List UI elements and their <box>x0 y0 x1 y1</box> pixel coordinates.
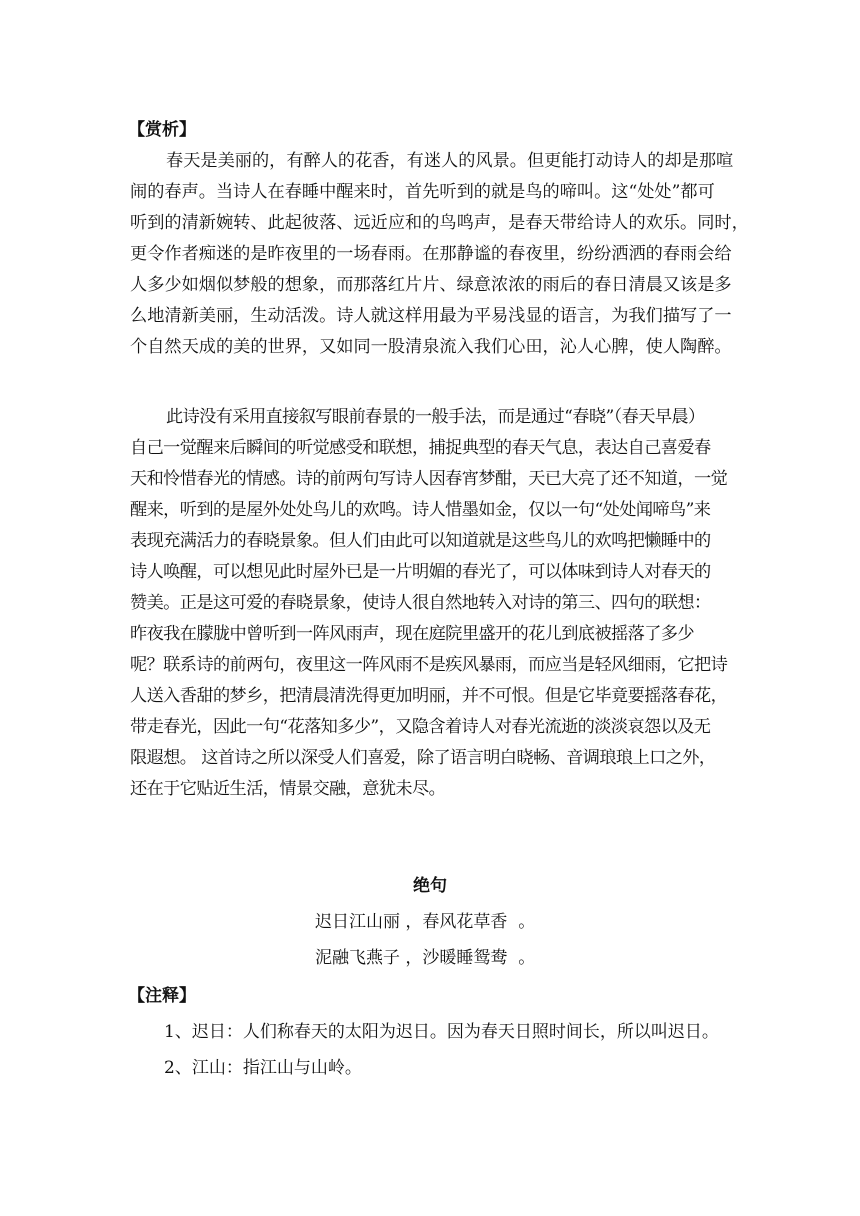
poem-line-1: 迟日江山丽 ，春风花草香 。 <box>315 912 536 932</box>
paragraph-line: 闹的春声。当诗人在春睡中醒来时，首先听到的就是鸟的啼叫。这“处处”都可 <box>130 182 715 202</box>
paragraph-line: 人多少如烟似梦般的想象，而那落红片片、绿意浓浓的雨后的春日清晨又该是多 <box>130 275 732 295</box>
paragraph-line: 么地清新美丽，生动活泼。诗人就这样用最为平易浅显的语言，为我们描写了一 <box>130 306 732 326</box>
paragraph-line: 呢？联系诗的前两句，夜里这一阵风雨不是疾风暴雨，而应当是轻风细雨，它把诗 <box>130 655 728 675</box>
paragraph-line: 还在于它贴近生活，情景交融，意犹未尽。 <box>130 779 446 799</box>
paragraph-line: 带走春光，因此一句“花落知多少”，又隐含着诗人对春光流逝的淡淡哀怨以及无 <box>130 717 711 737</box>
paragraph-line: 听到的清新婉转、此起彼落、远近应和的鸟鸣声，是春天带给诗人的欢乐。同时， <box>130 213 749 233</box>
paragraph-line: 春天是美丽的，有醉人的花香，有迷人的风景。但更能打动诗人的却是那喧 <box>166 151 734 171</box>
appreciation-paragraph-2 <box>130 402 742 805</box>
appreciation-heading: 【赏析】 <box>128 120 196 140</box>
paragraph-line: 天和怜惜春光的情感。诗的前两句写诗人因春宵梦酣，天已大亮了还不知道，一觉 <box>130 469 728 489</box>
notes-heading: 【注释】 <box>128 986 196 1006</box>
paragraph-line: 赞美。正是这可爱的春晓景象，使诗人很自然地转入对诗的第三、四句的联想： <box>130 593 711 613</box>
paragraph-line: 限遐想。 这首诗之所以深受人们喜爱，除了语言明白晓畅、音调琅琅上口之外， <box>130 748 716 768</box>
paragraph-line: 人送入香甜的梦乡，把清晨清洗得更加明丽，并不可恨。但是它毕竟要摇落春花， <box>130 686 728 706</box>
paragraph-line: 更令作者痴迷的是昨夜里的一场春雨。在那静谧的春夜里，纷纷洒洒的春雨会给 <box>130 244 732 264</box>
paragraph-line: 醒来，听到的是屋外处处鸟儿的欢鸣。诗人惜墨如金，仅以一句“处处闻啼鸟”来 <box>130 500 711 520</box>
paragraph-line: 自己一觉醒来后瞬间的听觉感受和联想，捕捉典型的春天气息，表达自己喜爱春 <box>130 438 711 458</box>
note-item-1: 1、迟日：人们称春天的太阳为迟日。因为春天日照时间长，所以叫迟日。 <box>164 1022 719 1042</box>
note-item-2: 2、江山：指江山与山岭。 <box>164 1058 362 1078</box>
poem-line-2: 泥融飞燕子 ，沙暖睡鸳鸯 。 <box>315 948 536 968</box>
appreciation-paragraph-1 <box>130 146 749 363</box>
paragraph-line: 表现充满活力的春晓景象。但人们由此可以知道就是这些鸟儿的欢鸣把懒睡中的 <box>130 531 711 551</box>
paragraph-line: 昨夜我在朦胧中曾听到一阵风雨声，现在庭院里盛开的花儿到底被摇落了多少 <box>130 624 694 644</box>
paragraph-line: 此诗没有采用直接叙写眼前春景的一般手法，而是通过“春晓”（春天早晨） <box>166 407 705 427</box>
paragraph-line: 个自然天成的美的世界，又如同一股清泉流入我们心田，沁人心脾，使人陶醉。 <box>130 337 732 357</box>
poem-title: 绝句 <box>413 876 447 896</box>
paragraph-line: 诗人唤醒，可以想见此时屋外已是一片明媚的春光了，可以体味到诗人对春天的 <box>130 562 711 582</box>
